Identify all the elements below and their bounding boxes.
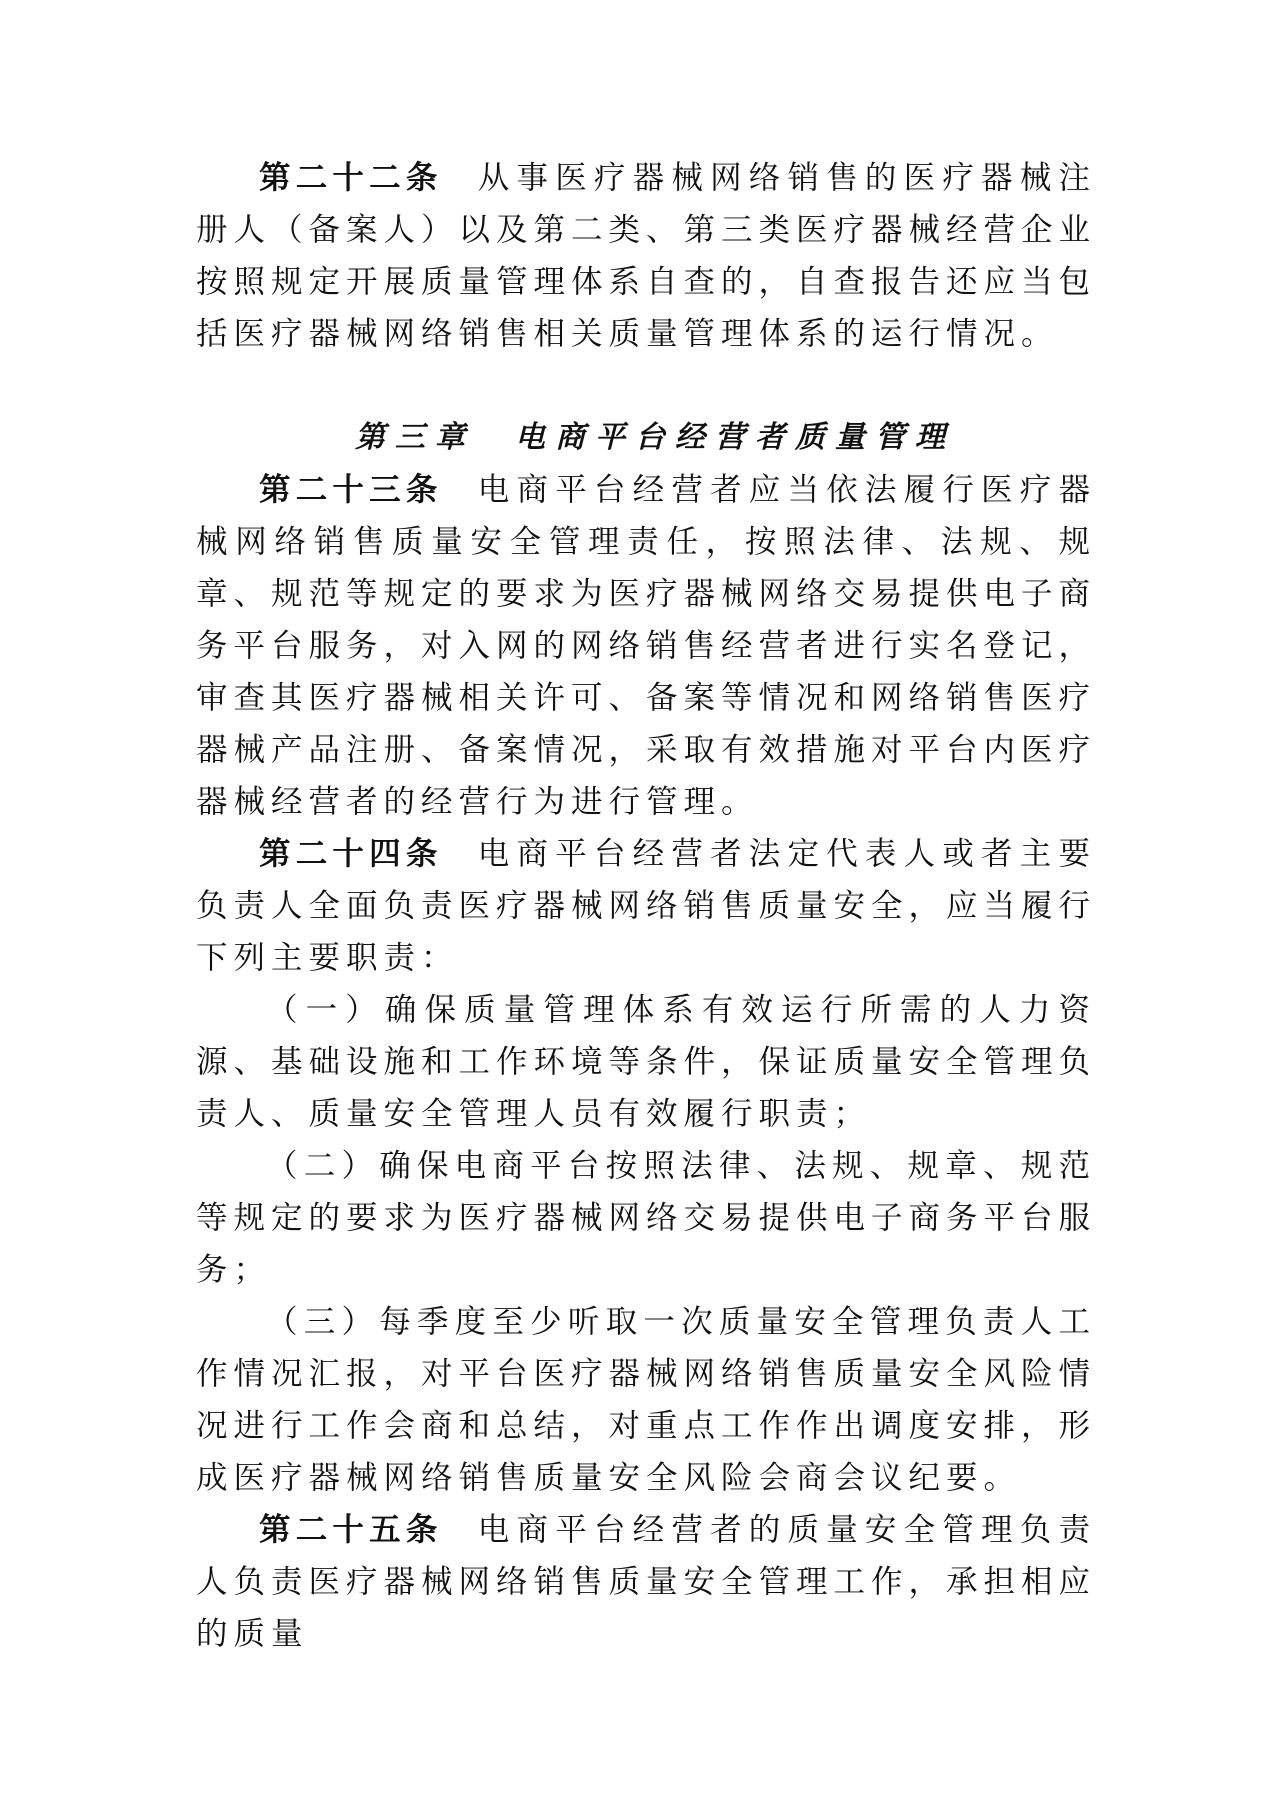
- article-text: 电商平台经营者法定代表人或者主要负责人全面负责医疗器械网络销售质量安全，应当履行下列主要职责：: [196, 836, 1097, 976]
- section-spacer: [196, 360, 1096, 412]
- article-text: 从事医疗器械网络销售的医疗器械注册人（备案人）以及第二类、第三类医疗器械经营企业按照规定开展质量管理体系自查的，自查报告还应当包括医疗器械网络销售相关质量管理体系的运行情况。: [196, 160, 1097, 352]
- article-text: 电商平台经营者应当依法履行医疗器械网络销售质量安全管理责任，按照法律、法规、规章、规范等规定的要求为医疗器械网络交易提供电子商务平台服务，对入网的网络销售经营者进行实名登记，审查其医疗器械相关许可、备案等情况和网络销售医疗器械产品注册、备案情况，采取有效措施对平台内医疗器械经营者的经营行为进行管理。: [196, 472, 1097, 820]
- article-number: 第二十五条: [259, 1512, 443, 1548]
- list-item: （三）每季度至少听取一次质量安全管理负责人工作情况汇报，对平台医疗器械网络销售质量安全风险情况进行工作会商和总结，对重点工作作出调度安排，形成医疗器械网络销售质量安全风险会商会议纪要。: [196, 1304, 1097, 1496]
- article-24: [196, 828, 1096, 984]
- chapter-title: 电商平台经营者质量管理: [515, 420, 955, 455]
- article-22: [196, 152, 1096, 360]
- article-text: 电商平台经营者的质量安全管理负责人负责医疗器械网络销售质量安全管理工作，承担相应的质量: [196, 1512, 1097, 1652]
- article-number: 第二十三条: [259, 472, 443, 508]
- list-item: （一）确保质量管理体系有效运行所需的人力资源、基础设施和工作环境等条件，保证质量安全管理负责人、质量安全管理人员有效履行职责；: [196, 992, 1097, 1132]
- list-item: （二）确保电商平台按照法律、法规、规章、规范等规定的要求为医疗器械网络交易提供电子商务平台服务；: [196, 1148, 1097, 1288]
- document-body: [196, 152, 1096, 1660]
- article-23: [196, 464, 1096, 828]
- article-number: 第二十四条: [259, 836, 443, 872]
- chapter-number: 第三章: [355, 420, 475, 455]
- article-25: [196, 1504, 1096, 1660]
- article-number: 第二十二条: [259, 160, 443, 196]
- chapter-heading: [196, 412, 1096, 464]
